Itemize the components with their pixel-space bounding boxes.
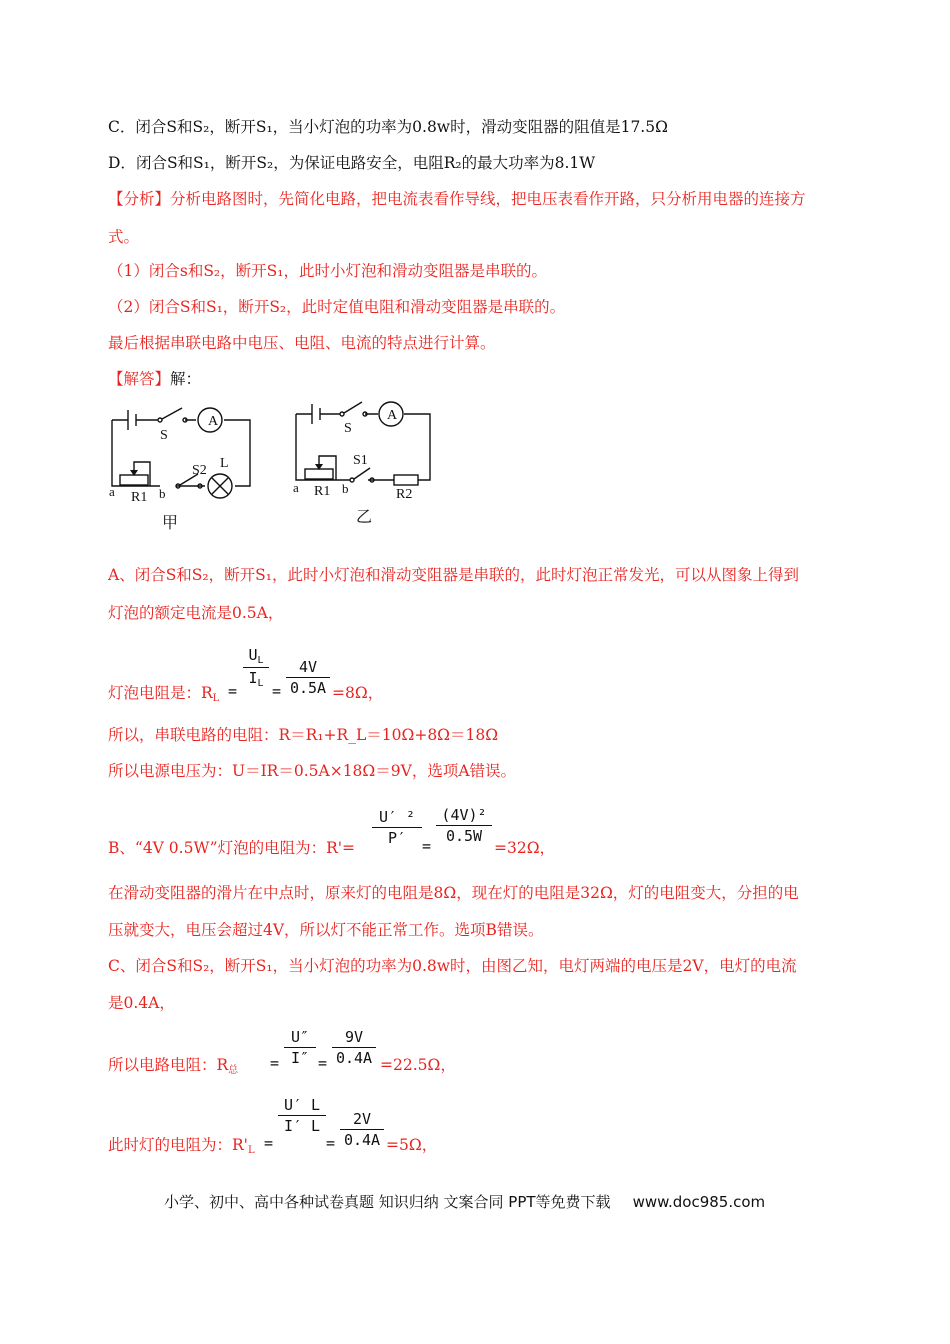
equals-sign: = bbox=[272, 682, 282, 700]
rheostat-icon bbox=[305, 469, 333, 479]
source-voltage: 所以电源电压为：U＝IR＝0.5A×18Ω＝9V，选项A错误。 bbox=[108, 762, 517, 780]
frac-num: (4V)² bbox=[441, 806, 487, 824]
resistance-sub: L bbox=[212, 693, 220, 704]
answer-text: 解： bbox=[170, 370, 202, 388]
frac-den-sub: L bbox=[257, 678, 264, 689]
lamp-resistance-label bbox=[108, 1134, 255, 1162]
frac-num: 9V bbox=[344, 1028, 364, 1046]
frac-den: P′ bbox=[387, 829, 407, 847]
frac-num: 2V bbox=[352, 1110, 372, 1128]
solution-b-result: =32Ω， bbox=[494, 839, 556, 857]
solution-a-line2: 灯泡的额定电流是0.5A， bbox=[108, 604, 284, 622]
analysis-item2: （2）闭合S和S₁，断开S₂，此时定值电阻和滑动变阻器是串联的。 bbox=[108, 298, 566, 316]
fraction-bar bbox=[436, 825, 492, 826]
lamp-result: =5Ω， bbox=[386, 1136, 438, 1154]
circuit-jia bbox=[112, 408, 250, 498]
equals-sign: = bbox=[264, 1134, 274, 1152]
resistance-label: 灯泡电阻是：R bbox=[108, 684, 213, 702]
equals-sign: = bbox=[326, 1134, 336, 1152]
fraction-ul-il-prime bbox=[278, 1096, 326, 1135]
fraction-2v-04a bbox=[340, 1110, 384, 1149]
lamp-label-jia: L bbox=[220, 456, 229, 471]
frac-num: U″ bbox=[290, 1028, 310, 1046]
frac-num: U′ L bbox=[283, 1096, 321, 1114]
series-resistance: 所以，串联电路的电阻：R＝R₁+R_L＝10Ω+8Ω＝18Ω bbox=[108, 726, 499, 744]
fraction-u2-p bbox=[372, 808, 422, 847]
footer-text: 小学、初中、高中各种试卷真题 知识归纳 文案合同 PPT等免费下载 bbox=[164, 1193, 611, 1211]
total-resistance-label bbox=[108, 1054, 238, 1082]
solution-b-line2: 压就变大，电压会超过4V，所以灯不能正常工作。选项B错误。 bbox=[108, 921, 544, 939]
resistor-r2-icon bbox=[394, 475, 418, 485]
analysis-item1: （1）闭合s和S₂，断开S₁，此时小灯泡和滑动变阻器是串联的。 bbox=[108, 262, 547, 280]
analysis-tag: 【分析】 bbox=[108, 190, 171, 208]
fraction-ul-il bbox=[243, 646, 269, 689]
fraction-9v-04a bbox=[332, 1028, 376, 1067]
r2-label-yi: R2 bbox=[396, 487, 413, 502]
fraction-bar bbox=[286, 677, 330, 678]
analysis-line2: 式。 bbox=[108, 228, 140, 246]
frac-num: U′ ² bbox=[378, 808, 416, 826]
lamp-label: 此时灯的电阻为：R' bbox=[108, 1136, 248, 1154]
answer-tag: 【解答】 bbox=[108, 370, 171, 388]
frac-den: I″ bbox=[290, 1049, 310, 1067]
rheostat-icon bbox=[120, 475, 148, 485]
point-b-jia: b bbox=[159, 486, 166, 501]
frac-den: I bbox=[248, 669, 258, 687]
frac-num: U bbox=[248, 646, 258, 664]
point-a-jia: a bbox=[109, 484, 115, 499]
frac-den: 0.5W bbox=[445, 827, 483, 845]
footer bbox=[164, 1191, 765, 1212]
total-label: 所以电路电阻：R bbox=[108, 1056, 229, 1074]
fraction-4v2-05w bbox=[436, 806, 492, 845]
fraction-bar bbox=[278, 1115, 326, 1116]
point-a-yi: a bbox=[293, 480, 299, 495]
circuit-figures bbox=[100, 398, 450, 533]
solution-a-resistance bbox=[108, 682, 219, 710]
solution-c-line2: 是0.4A， bbox=[108, 994, 175, 1012]
fraction-u-i bbox=[284, 1028, 316, 1067]
circuit-yi bbox=[296, 402, 430, 485]
fraction-bar bbox=[340, 1129, 384, 1130]
total-result: =22.5Ω， bbox=[380, 1056, 456, 1074]
switch-s-label-jia: S bbox=[160, 428, 168, 443]
option-d-letter: D． bbox=[108, 154, 136, 172]
answer-line bbox=[108, 368, 201, 390]
caption-yi: 乙 bbox=[356, 509, 373, 526]
solution-a-line1: A、闭合S和S₂，断开S₁，此时小灯泡和滑动变阻器是串联的，此时灯泡正常发光，可以从图象上得到 bbox=[108, 566, 799, 584]
caption-jia: 甲 bbox=[162, 515, 179, 532]
equals-sign: = bbox=[422, 837, 432, 855]
switch-s1-label-yi: S1 bbox=[353, 453, 368, 468]
option-d-text: 闭合S和S₁，断开S₂，为保证电路安全，电阻R₂的最大功率为8.1W bbox=[135, 154, 596, 172]
r1-label-yi: R1 bbox=[314, 484, 331, 499]
solution-b-label: B、“4V 0.5W”灯泡的电阻为：R'= bbox=[108, 839, 356, 857]
frac-den: 0.4A bbox=[335, 1049, 373, 1067]
fraction-bar bbox=[243, 667, 269, 668]
point-b-yi: b bbox=[342, 481, 349, 496]
fraction-4v-05a bbox=[286, 658, 330, 697]
ammeter-label-yi: A bbox=[387, 408, 398, 423]
frac-den: 0.5A bbox=[289, 679, 327, 697]
frac-num-sub: L bbox=[257, 655, 264, 666]
frac-num: 4V bbox=[298, 658, 318, 676]
equals-sign: = bbox=[228, 682, 238, 700]
fraction-bar bbox=[284, 1047, 316, 1048]
equals-sign: = bbox=[270, 1054, 280, 1072]
switch-s-label-yi: S bbox=[344, 421, 352, 436]
analysis-summary: 最后根据串联电路中电压、电阻、电流的特点进行计算。 bbox=[108, 334, 496, 352]
equals-sign: = bbox=[318, 1054, 328, 1072]
switch-s2-label-jia: S2 bbox=[192, 463, 207, 478]
option-c-letter: C． bbox=[108, 118, 136, 136]
solution-b-line1: 在滑动变阻器的滑片在中点时，原来灯的电阻是8Ω，现在灯的电阻是32Ω，灯的电阻变大，分担的电 bbox=[108, 884, 799, 902]
resistance-result: =8Ω， bbox=[332, 684, 384, 702]
frac-den: I′ L bbox=[283, 1117, 321, 1135]
analysis-line1 bbox=[108, 188, 806, 210]
r1-label-jia: R1 bbox=[131, 490, 148, 505]
option-c bbox=[108, 116, 668, 138]
analysis-text1: 分析电路图时，先简化电路，把电流表看作导线，把电压表看作开路，只分析用电器的连接方 bbox=[170, 190, 806, 208]
option-d bbox=[108, 152, 595, 174]
ammeter-label-jia: A bbox=[208, 414, 219, 429]
solution-c-line1: C、闭合S和S₂，断开S₁，当小灯泡的功率为0.8w时，由图乙知，电灯两端的电压是2V，电灯的电流 bbox=[108, 957, 797, 975]
total-sub: 总 bbox=[228, 1065, 239, 1076]
option-c-text: 闭合S和S₂，断开S₁，当小灯泡的功率为0.8w时，滑动变阻器的阻值是17.5Ω bbox=[135, 118, 668, 136]
lamp-sub: L bbox=[247, 1145, 255, 1156]
frac-den: 0.4A bbox=[343, 1131, 381, 1149]
footer-url[interactable]: www.doc985.com bbox=[632, 1193, 766, 1211]
fraction-bar bbox=[332, 1047, 376, 1048]
fraction-bar bbox=[372, 827, 422, 828]
